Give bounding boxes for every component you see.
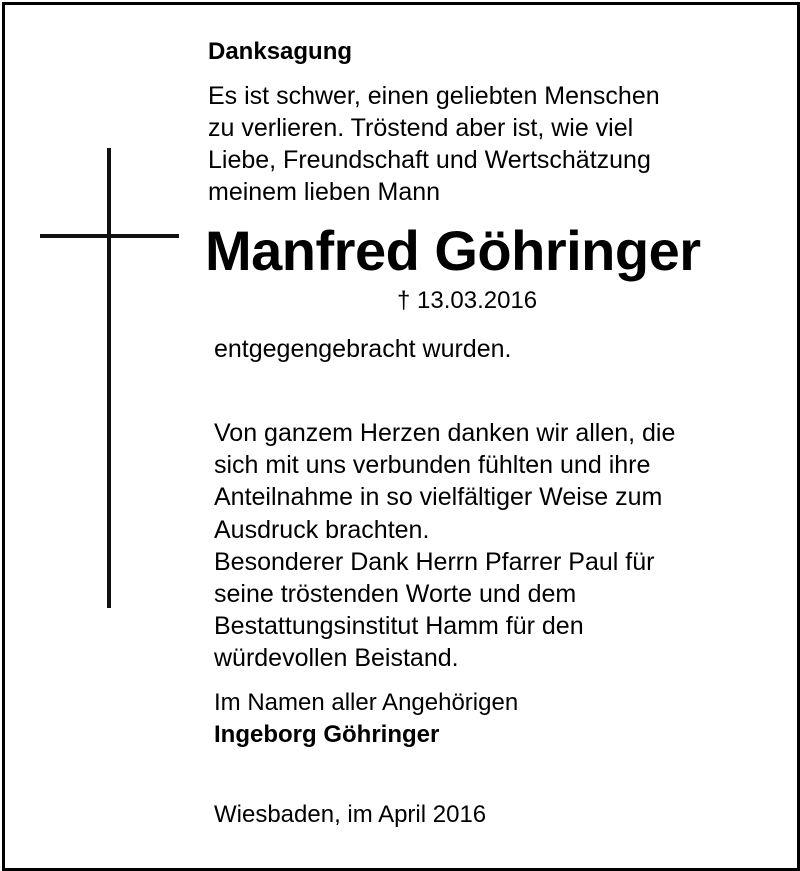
thanks-line: sich mit uns verbunden fühlten und ihre [214, 451, 651, 480]
cross-horizontal-bar [40, 234, 179, 238]
intro-text [208, 80, 660, 208]
closing-block [214, 687, 518, 751]
notice-heading: Danksagung [208, 38, 353, 65]
intro-end: entgegengebracht wurden. [214, 335, 512, 363]
place-date: Wiesbaden, im April 2016 [214, 801, 487, 828]
thanks-text [214, 417, 675, 675]
thanks-line: Von ganzem Herzen danken wir allen, die [214, 419, 676, 447]
thanks-line: würdevollen Beistand. [214, 644, 459, 673]
intro-line: Liebe, Freundschaft und Wertschätzung [208, 146, 651, 174]
intro-line: zu verlieren. Tröstend aber ist, wie viel [208, 114, 634, 142]
cross-vertical-bar [107, 148, 111, 608]
thanks-line: Ausdruck brachten. [214, 515, 430, 544]
signatory-name: Ingeborg Göhringer [214, 721, 440, 748]
thanks-line: Besonderer Dank Herrn Pfarrer Paul für [214, 547, 655, 576]
thanks-line: Anteilnahme in so vielfältiger Weise zum [214, 483, 663, 512]
death-date: † 13.03.2016 [397, 287, 538, 314]
deceased-name: Manfred Göhringer [205, 219, 701, 282]
thanks-line: seine tröstenden Worte und dem [214, 580, 577, 609]
closing-line: Im Namen aller Angehörigen [214, 689, 519, 716]
intro-line: Es ist schwer, einen geliebten Menschen [208, 82, 660, 110]
thanks-line: Bestattungsinstitut Hamm für den [214, 612, 584, 641]
intro-line: meinem lieben Mann [208, 178, 441, 206]
